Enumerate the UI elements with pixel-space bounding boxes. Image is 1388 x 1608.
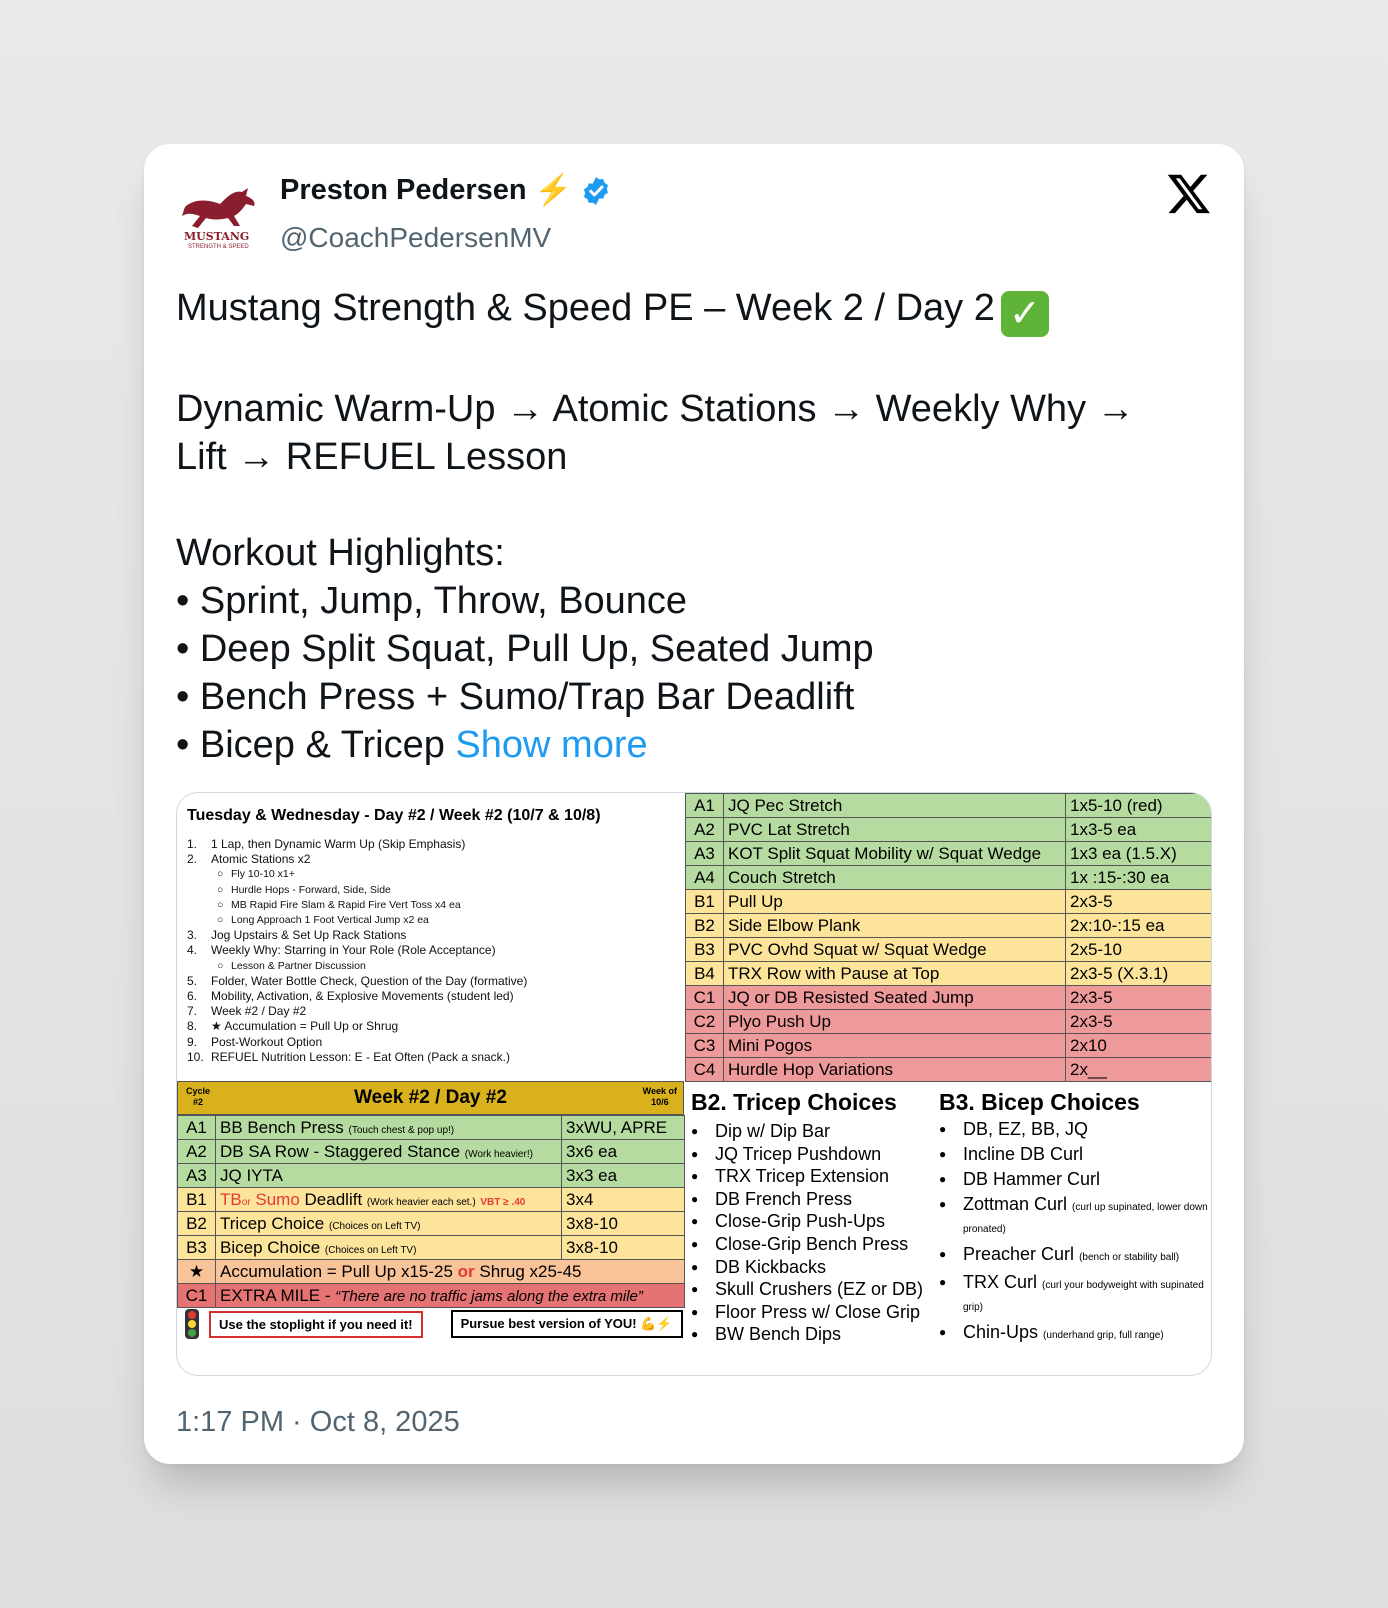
exercise-name: Couch Stretch bbox=[724, 866, 1066, 890]
cycle-label: Cycle bbox=[186, 1086, 211, 1096]
plan-item-number: ○ bbox=[217, 883, 224, 896]
exercise-code: B3 bbox=[686, 938, 724, 962]
week-row bbox=[178, 1188, 685, 1212]
avatar[interactable] bbox=[176, 180, 266, 260]
exercise-code: B1 bbox=[686, 890, 724, 914]
tricep-choice: ● TRX Tricep Extension bbox=[691, 1165, 923, 1188]
exercise-note: (Choices on Left TV) bbox=[324, 1244, 417, 1256]
plan-item-text: Mobility, Activation, & Explosive Movements (student led) bbox=[211, 989, 514, 1004]
exercise-sets: 1x3-5 ea bbox=[1066, 818, 1213, 842]
exercise-code: B4 bbox=[686, 962, 724, 986]
bicep-choice-name: TRX Curl bbox=[963, 1272, 1038, 1292]
extra-mile-label: EXTRA MILE - bbox=[220, 1285, 336, 1305]
plan-item-number: 7. bbox=[187, 1004, 198, 1019]
tricep-choice: ● Floor Press w/ Close Grip bbox=[691, 1301, 923, 1324]
exercise-code: B2 bbox=[178, 1212, 216, 1236]
tweet-line: • Sprint, Jump, Throw, Bounce bbox=[176, 580, 688, 622]
tweet-line: Workout Highlights: bbox=[176, 532, 505, 574]
extra-mile-cell bbox=[216, 1284, 685, 1308]
tricep-choice: ● Skull Crushers (EZ or DB) bbox=[691, 1278, 923, 1301]
bicep-choice-name: DB, EZ, BB, JQ bbox=[963, 1119, 1089, 1139]
exercise-sets: 2x3-5 bbox=[1066, 890, 1213, 914]
accumulation-or: or bbox=[457, 1261, 475, 1281]
mobility-row bbox=[686, 914, 1213, 938]
exercise-name: JQ or DB Resisted Seated Jump bbox=[724, 986, 1066, 1010]
exercise-sets: 2x10 bbox=[1066, 1034, 1213, 1058]
exercise-sets: 1x3 ea (1.5.X) bbox=[1066, 842, 1213, 866]
exercise-name: Side Elbow Plank bbox=[724, 914, 1066, 938]
exercise-sets: 3x6 ea bbox=[562, 1140, 685, 1164]
plan-item-text: Long Approach 1 Foot Vertical Jump x2 ea bbox=[231, 914, 429, 927]
week-of-date: 10/6 bbox=[651, 1097, 669, 1107]
tweet-line-last: • Bicep & Tricep Show more bbox=[176, 724, 648, 766]
exercise-sets: 1x5-10 (red) bbox=[1066, 794, 1213, 818]
mobility-row bbox=[686, 794, 1213, 818]
plan-item-number: 3. bbox=[187, 928, 198, 943]
exercise-cell bbox=[216, 1116, 562, 1140]
exercise-name: BB Bench Press bbox=[220, 1117, 344, 1137]
stoplight-icon bbox=[185, 1309, 199, 1339]
bicep-choice-name: Incline DB Curl bbox=[963, 1144, 1084, 1164]
plan-item-text: REFUEL Nutrition Lesson: E - Eat Often (Pack a snack.) bbox=[211, 1049, 511, 1064]
mobility-row bbox=[686, 986, 1213, 1010]
exercise-name: JQ Pec Stretch bbox=[724, 794, 1066, 818]
plan-item-number: ○ bbox=[217, 959, 224, 972]
plan-item bbox=[187, 1050, 687, 1065]
bicep-choice bbox=[939, 1120, 1209, 1139]
plan-item-number: 2. bbox=[187, 852, 198, 867]
week-table bbox=[177, 1081, 684, 1308]
tweet-line-title: Mustang Strength & Speed PE – Week 2 / Day 2 ✓ bbox=[176, 284, 1216, 337]
plan-item-number: 10. bbox=[187, 1049, 204, 1064]
week-title: Week #2 / Day #2 bbox=[354, 1087, 507, 1108]
exercise-name: JQ IYTA bbox=[220, 1165, 283, 1185]
plan-item-text: Weekly Why: Starring in Your Role (Role Acceptance) bbox=[211, 943, 496, 958]
mobility-row bbox=[686, 818, 1213, 842]
extra-mile-quote: “There are no traffic jams along the extra mile” bbox=[335, 1287, 643, 1305]
cycle-number: #2 bbox=[193, 1097, 204, 1107]
tricep-choices bbox=[691, 1089, 923, 1346]
tricep-choice: ● Close-Grip Bench Press bbox=[691, 1233, 923, 1256]
tricep-title: B2. Tricep Choices bbox=[691, 1089, 897, 1115]
exercise-cell bbox=[216, 1188, 562, 1212]
exercise-sets: 3xWU, APRE bbox=[562, 1116, 685, 1140]
bicep-choice-name: Chin-Ups bbox=[963, 1322, 1039, 1342]
plan-item-text: Lesson & Partner Discussion bbox=[231, 959, 366, 972]
week-row bbox=[178, 1164, 685, 1188]
exercise-note: (Work heavier each set.) bbox=[366, 1196, 476, 1208]
bicep-choice-name: DB Hammer Curl bbox=[963, 1169, 1101, 1189]
tweet-body bbox=[176, 284, 1216, 769]
tweet-line: • Bench Press + Sumo/Trap Bar Deadlift bbox=[176, 676, 855, 718]
mobility-row bbox=[686, 1010, 1213, 1034]
x-logo-icon[interactable] bbox=[1166, 170, 1212, 216]
exercise-code: C1 bbox=[686, 986, 724, 1010]
plan-item-text: Atomic Stations x2 bbox=[211, 852, 311, 867]
exercise-code: A3 bbox=[686, 842, 724, 866]
exercise-cell bbox=[216, 1236, 562, 1260]
exercise-sets: 2x5-10 bbox=[1066, 938, 1213, 962]
plan-item-number: 6. bbox=[187, 989, 198, 1004]
tb-label: TB bbox=[220, 1189, 242, 1209]
exercise-name: Tricep Choice bbox=[220, 1213, 325, 1233]
accumulation-cell bbox=[216, 1260, 685, 1284]
exercise-sets: 3x8-10 bbox=[562, 1236, 685, 1260]
exercise-code: A1 bbox=[686, 794, 724, 818]
author-name[interactable]: Preston Pedersen bbox=[280, 174, 527, 206]
plan-item bbox=[187, 883, 687, 898]
mobility-table bbox=[685, 793, 1212, 1082]
check-mark-icon: ✓ bbox=[1001, 291, 1049, 337]
plan-title: Tuesday & Wednesday - Day #2 / Week #2 (10/7 & 10/8) bbox=[187, 807, 601, 824]
mobility-row bbox=[686, 1034, 1213, 1058]
vbt-note: VBT ≥ .40 bbox=[480, 1196, 526, 1208]
exercise-cell bbox=[216, 1212, 562, 1236]
bicep-choices bbox=[939, 1089, 1209, 1351]
exercise-name: DB SA Row - Staggered Stance bbox=[220, 1141, 461, 1161]
or-label: or bbox=[241, 1196, 251, 1208]
mobility-row bbox=[686, 890, 1213, 914]
tricep-choice: ● DB French Press bbox=[691, 1188, 923, 1211]
exercise-sets: 1x :15-:30 ea bbox=[1066, 866, 1213, 890]
plan-item-number: ○ bbox=[217, 868, 224, 881]
plan-item-text: MB Rapid Fire Slam & Rapid Fire Vert Toss x4 ea bbox=[231, 898, 461, 911]
plan-item bbox=[187, 1004, 687, 1019]
exercise-name: TRX Row with Pause at Top bbox=[724, 962, 1066, 986]
stoplight-note: Use the stoplight if you need it! bbox=[209, 1311, 423, 1338]
avatar-logo-text: MUSTANG bbox=[184, 230, 250, 243]
bicep-title: B3. Bicep Choices bbox=[939, 1089, 1140, 1115]
plan-item bbox=[187, 928, 687, 943]
bicep-choice bbox=[939, 1273, 1209, 1317]
bicep-choice-note: (curl your bodyweight with supinated grip) bbox=[963, 1280, 1204, 1313]
week-row bbox=[178, 1140, 685, 1164]
plan-item bbox=[187, 974, 687, 989]
plan-item-number: 1. bbox=[187, 837, 198, 851]
bicep-choice-name: Zottman Curl bbox=[963, 1194, 1068, 1214]
exercise-code: C2 bbox=[686, 1010, 724, 1034]
exercise-code: A2 bbox=[178, 1140, 216, 1164]
exercise-cell bbox=[216, 1164, 562, 1188]
tweet-line: Lift → REFUEL Lesson bbox=[176, 436, 568, 478]
exercise-code: A3 bbox=[178, 1164, 216, 1188]
tricep-choice: ● Close-Grip Push-Ups bbox=[691, 1210, 923, 1233]
plan-item bbox=[187, 867, 687, 882]
accumulation-b: Shrug x25-45 bbox=[479, 1261, 582, 1281]
author-handle[interactable]: @CoachPedersenMV bbox=[280, 222, 552, 253]
week-table-header bbox=[177, 1081, 684, 1115]
exercise-sets: 3x8-10 bbox=[562, 1212, 685, 1236]
star-icon: ★ bbox=[178, 1260, 216, 1284]
bicep-choice bbox=[939, 1323, 1209, 1345]
plan-item bbox=[187, 1035, 687, 1050]
exercise-code: B1 bbox=[178, 1188, 216, 1212]
bicep-choice bbox=[939, 1195, 1209, 1239]
pursue-note: Pursue best version of YOU! 💪⚡ bbox=[451, 1310, 683, 1338]
plan-item-number: 9. bbox=[187, 1034, 198, 1049]
exercise-name: Plyo Push Up bbox=[724, 1010, 1066, 1034]
exercise-sets: 2x3-5 (X.3.1) bbox=[1066, 962, 1213, 986]
bicep-choice-note: (underhand grip, full range) bbox=[1043, 1330, 1164, 1341]
footer-notes bbox=[185, 1309, 683, 1339]
plan-item bbox=[187, 1019, 687, 1034]
plan-item-number: ○ bbox=[217, 914, 224, 927]
plan-item bbox=[187, 913, 687, 928]
plan-item-text: Week #2 / Day #2 bbox=[211, 1004, 307, 1019]
exercise-code: C4 bbox=[686, 1058, 724, 1082]
plan-item bbox=[187, 959, 687, 974]
week-of-label: Week of bbox=[642, 1086, 677, 1096]
plan-item bbox=[187, 943, 687, 958]
plan-item-text: Jog Upstairs & Set Up Rack Stations bbox=[211, 928, 407, 943]
exercise-code: A4 bbox=[686, 866, 724, 890]
plan-item bbox=[187, 989, 687, 1004]
week-row bbox=[178, 1236, 685, 1260]
avatar-logo-subtext: STRENGTH & SPEED bbox=[188, 244, 249, 250]
exercise-name: Bicep Choice bbox=[220, 1237, 321, 1257]
bicep-choice bbox=[939, 1170, 1209, 1189]
plan-item-text: Folder, Water Bottle Check, Question of the Day (formative) bbox=[211, 973, 528, 988]
plan-item bbox=[187, 898, 687, 913]
bicep-choice-note: (curl up supinated, lower down pronated) bbox=[963, 1202, 1208, 1235]
exercise-name: KOT Split Squat Mobility w/ Squat Wedge bbox=[724, 842, 1066, 866]
exercise-code: A2 bbox=[686, 818, 724, 842]
sumo-label: Sumo bbox=[255, 1189, 300, 1209]
mobility-row bbox=[686, 938, 1213, 962]
bicep-choice bbox=[939, 1145, 1209, 1164]
lightning-icon: ⚡ bbox=[534, 173, 572, 207]
show-more-link[interactable]: Show more bbox=[455, 724, 648, 766]
tricep-choice: ● Dip w/ Dip Bar bbox=[691, 1120, 923, 1143]
mobility-row bbox=[686, 842, 1213, 866]
exercise-code: A1 bbox=[178, 1116, 216, 1140]
exercise-code: C1 bbox=[178, 1284, 216, 1308]
mobility-row bbox=[686, 1058, 1213, 1082]
plan-item-number: 5. bbox=[187, 973, 198, 988]
plan-list bbox=[187, 837, 687, 1065]
plan-item bbox=[187, 837, 687, 852]
plan-item-text: ★ Accumulation = Pull Up or Shrug bbox=[211, 1019, 399, 1034]
day-plan bbox=[187, 803, 687, 1065]
tricep-choice: ● JQ Tricep Pushdown bbox=[691, 1143, 923, 1166]
tricep-choice: ● BW Bench Dips bbox=[691, 1323, 923, 1346]
exercise-sets: 2x:10-:15 ea bbox=[1066, 914, 1213, 938]
exercise-sets: 2x3-5 bbox=[1066, 986, 1213, 1010]
tweet-card bbox=[144, 144, 1244, 1464]
tweet-timestamp[interactable]: 1:17 PM · Oct 8, 2025 bbox=[176, 1406, 460, 1438]
author-name-row bbox=[280, 174, 612, 207]
exercise-sets: 2x__ bbox=[1066, 1058, 1213, 1082]
exercise-note: (Work heavier!) bbox=[464, 1148, 533, 1160]
verified-badge-icon bbox=[580, 175, 612, 207]
exercise-name: PVC Ovhd Squat w/ Squat Wedge bbox=[724, 938, 1066, 962]
plan-item-text: Fly 10-10 x1+ bbox=[231, 868, 295, 881]
exercise-code: B3 bbox=[178, 1236, 216, 1260]
exercise-code: B2 bbox=[686, 914, 724, 938]
plan-item-text: Hurdle Hops - Forward, Side, Side bbox=[231, 883, 391, 896]
accumulation-row bbox=[178, 1260, 685, 1284]
plan-item bbox=[187, 852, 687, 867]
tweet-line: Dynamic Warm-Up → Atomic Stations → Weekly Why → bbox=[176, 388, 1135, 430]
tricep-choice: ● DB Kickbacks bbox=[691, 1256, 923, 1279]
plan-item-number: ○ bbox=[217, 898, 224, 911]
accumulation-a: Accumulation = Pull Up x15-25 bbox=[220, 1261, 453, 1281]
mobility-row bbox=[686, 962, 1213, 986]
bicep-choice bbox=[939, 1245, 1209, 1267]
plan-item-text: 1 Lap, then Dynamic Warm Up (Skip Emphasis) bbox=[211, 837, 466, 851]
exercise-sets: 3x3 ea bbox=[562, 1164, 685, 1188]
tweet-line: • Deep Split Squat, Pull Up, Seated Jump bbox=[176, 628, 874, 670]
mobility-row bbox=[686, 866, 1213, 890]
exercise-name: PVC Lat Stretch bbox=[724, 818, 1066, 842]
tweet-media-image[interactable] bbox=[176, 792, 1212, 1376]
extra-mile-row bbox=[178, 1284, 685, 1308]
exercise-name: Pull Up bbox=[724, 890, 1066, 914]
exercise-sets: 3x4 bbox=[562, 1188, 685, 1212]
plan-item-number: 8. bbox=[187, 1019, 198, 1034]
bicep-choice-name: Preacher Curl bbox=[963, 1244, 1075, 1264]
exercise-name: Hurdle Hop Variations bbox=[724, 1058, 1066, 1082]
bicep-choice-note: (bench or stability ball) bbox=[1079, 1252, 1180, 1263]
exercise-sets: 2x3-5 bbox=[1066, 1010, 1213, 1034]
plan-item-number: 4. bbox=[187, 943, 198, 958]
exercise-note: (Touch chest & pop up!) bbox=[348, 1124, 455, 1136]
exercise-cell bbox=[216, 1140, 562, 1164]
exercise-name: Deadlift bbox=[304, 1189, 363, 1209]
week-row bbox=[178, 1116, 685, 1140]
exercise-name: Mini Pogos bbox=[724, 1034, 1066, 1058]
plan-item-text: Post-Workout Option bbox=[211, 1034, 323, 1049]
exercise-code: C3 bbox=[686, 1034, 724, 1058]
exercise-note: (Choices on Left TV) bbox=[328, 1220, 421, 1232]
week-row bbox=[178, 1212, 685, 1236]
